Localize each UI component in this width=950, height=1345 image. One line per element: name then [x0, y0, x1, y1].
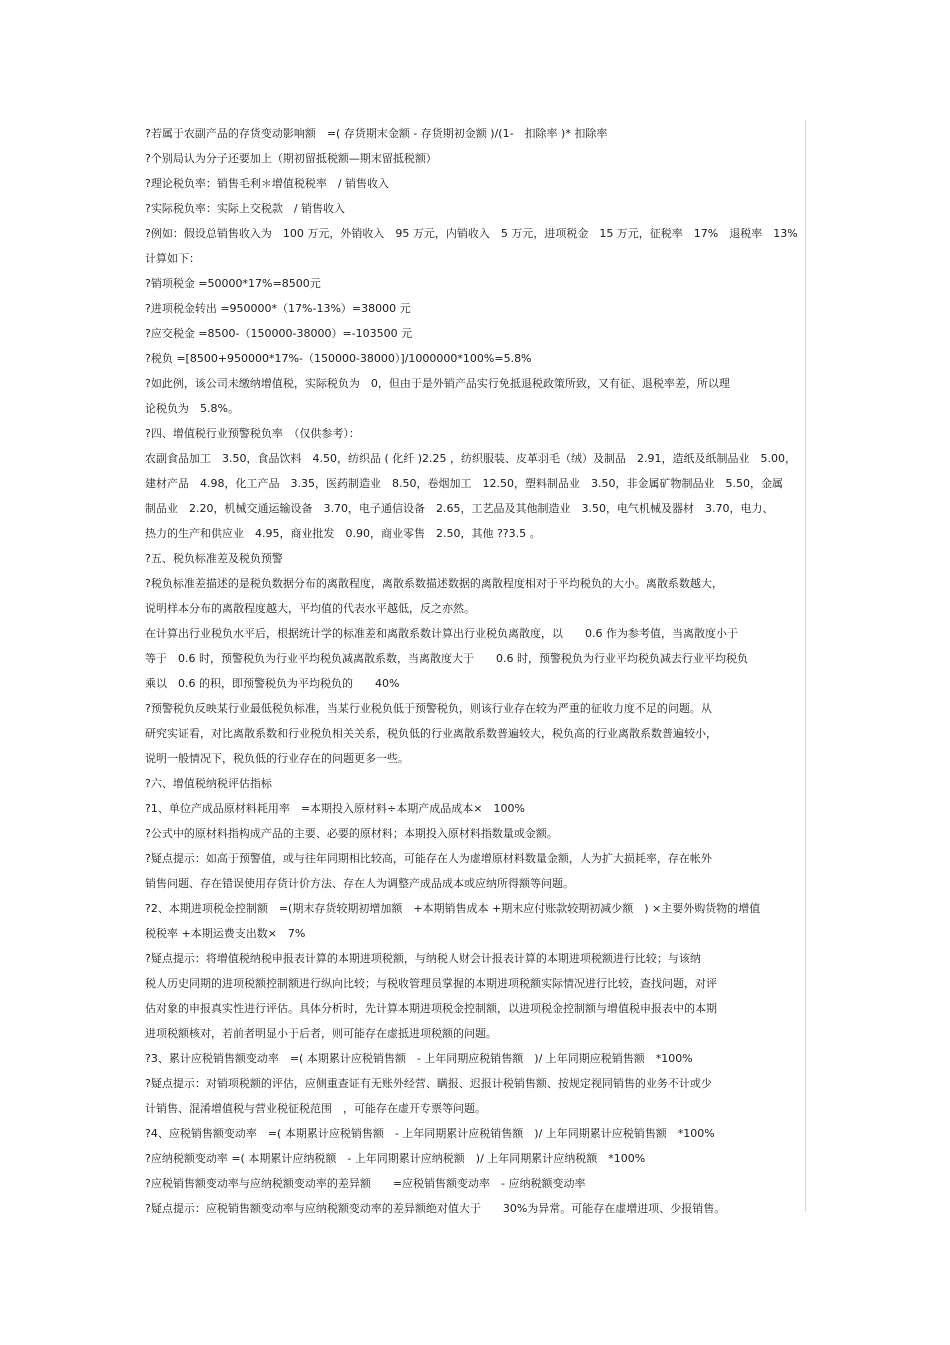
- document-body: [145, 121, 809, 1221]
- text-line: ?六、增值税纳税评估指标: [145, 777, 272, 790]
- text-line: ?税负标准差描述的是税负数据分布的离散程度，离散系数描述数据的离散程度相对于平均税负的大小。离散系数越大，: [145, 577, 723, 590]
- text-line: ?应交税金 =8500-（150000-38000）=-103500 元: [145, 327, 413, 340]
- text-line: 研究实证看，对比离散系数和行业税负相关关系，税负低的行业离散系数普遍较大，税负高的行业离散系数普遍较小，: [145, 727, 717, 740]
- text-line: ?理论税负率：销售毛利＊增值税税率 / 销售收入: [145, 177, 390, 190]
- text-line: ?疑点提示：如高于预警值，或与往年同期相比较高，可能存在人为虚增原材料数量金额，人为扩大损耗率，存在帐外: [145, 852, 712, 865]
- text-line: 销售问题、存在错误使用存货计价方法、存在人为调整产成品成本或应纳所得额等问题。: [145, 877, 574, 890]
- text-line: ?疑点提示：对销项税额的评估，应侧重查证有无账外经营、瞒报、迟报计税销售额、按规定视同销售的业务不计或少: [145, 1077, 712, 1090]
- text-line: ?2、本期进项税金控制额 =(期末存货较期初增加额 +本期销售成本 +期末应付账款较期初减少额 ) ×主要外购货物的增值: [145, 902, 761, 915]
- text-line: 说明一般情况下，税负低的行业存在的问题更多一些。: [145, 752, 409, 765]
- text-line: ?若属于农副产品的存货变动影响额 =( 存货期末金额 - 存货期初金额 )/(1- 扣除率 )* 扣除率: [145, 127, 608, 140]
- text-line: ?疑点提示：将增值税纳税申报表计算的本期进项税额，与纳税人财会计报表计算的本期进项税额进行比较；与该纳: [145, 952, 701, 965]
- text-line: ?税负 =[8500+950000*17%-（150000-38000）]/1000000*100%=5.8%: [145, 352, 532, 365]
- text-line: 热力的生产和供应业 4.95，商业批发 0.90，商业零售 2.50，其他 ??3.5 。: [145, 527, 541, 540]
- text-line: ?例如：假设总销售收入为 100 万元，外销收入 95 万元，内销收入 5 万元，进项税金 15 万元，征税率 17% 退税率 13%: [145, 227, 798, 240]
- text-line: 进项税额核对，若前者明显小于后者，则可能存在虚抵进项税额的问题。: [145, 1027, 497, 1040]
- text-line: ?疑点提示：应税销售额变动率与应纳税额变动率的差异额绝对值大于 30%为异常。可能存在虚增进项、少报销售。: [145, 1202, 726, 1215]
- text-line: ?4、应税销售额变动率 =( 本期累计应税销售额 - 上年同期累计应税销售额 )/ 上年同期累计应税销售额 *100%: [145, 1127, 715, 1140]
- text-line: 估对象的申报真实性进行评估。具体分析时，先计算本期进项税金控制额，以进项税金控制额与增值税申报表中的本期: [145, 1002, 717, 1015]
- text-line: ?个别局认为分子还要加上（期初留抵税额—期末留抵税额）: [145, 152, 437, 165]
- text-line: 制品业 2.20，机械交通运输设备 3.70，电子通信设备 2.65，工艺品及其他制造业 3.50，电气机械及器材 3.70，电力、: [145, 502, 774, 515]
- text-line: ?销项税金 =50000*17%=8500元: [145, 277, 321, 290]
- text-line: 论税负为 5.8%。: [145, 402, 239, 415]
- text-line: 等于 0.6 时，预警税负为行业平均税负减离散系数，当离散度大于 0.6 时，预警税负为行业平均税负减去行业平均税负: [145, 652, 748, 665]
- text-line: ?预警税负反映某行业最低税负标准，当某行业税负低于预警税负，则该行业存在较为严重的征收力度不足的问题。从: [145, 702, 712, 715]
- text-line: ?公式中的原材料指构成产品的主要、必要的原材料；本期投入原材料指数量或金额。: [145, 827, 558, 840]
- text-line: 税税率 +本期运费支出数× 7%: [145, 927, 306, 940]
- text-line: ?五、税负标准差及税负预警: [145, 552, 283, 565]
- text-line: ?进项税金转出 =950000*（17%-13%）=38000 元: [145, 302, 411, 315]
- text-line: 税人历史同期的进项税额控制额进行纵向比较；与税收管理员掌握的本期进项税额实际情况进行比较，查找问题，对评: [145, 977, 717, 990]
- text-line: 乘以 0.6 的积，即预警税负为平均税负的 40%: [145, 677, 400, 690]
- text-line: ?应税销售额变动率与应纳税额变动率的差异额 =应税销售额变动率 - 应纳税额变动率: [145, 1177, 586, 1190]
- text-line: ?1、单位产成品原材料耗用率 =本期投入原材料÷本期产成品成本× 100%: [145, 802, 525, 815]
- text-line: ?如此例，该公司未缴纳增值税，实际税负为 0，但由于是外销产品实行免抵退税政策所致，又有征、退税率差，所以理: [145, 377, 730, 390]
- text-line: 计算如下：: [145, 252, 200, 265]
- text-line: 建材产品 4.98，化工产品 3.35，医药制造业 8.50，卷烟加工 12.50，塑料制品业 3.50，非金属矿物制品业 5.50，金属: [145, 477, 783, 490]
- text-line: 计销售、混淆增值税与营业税征税范围 ，可能存在虚开专票等问题。: [145, 1102, 486, 1115]
- text-line: ?应纳税额变动率 =( 本期累计应纳税额 - 上年同期累计应纳税额 )/ 上年同期累计应纳税额 *100%: [145, 1152, 646, 1165]
- text-line: ?3、累计应税销售额变动率 =( 本期累计应税销售额 - 上年同期应税销售额 )/ 上年同期应税销售额 *100%: [145, 1052, 693, 1065]
- text-line: 农副食品加工 3.50，食品饮料 4.50，纺织品 ( 化纤 )2.25 ，纺织服装、皮革羽毛（绒）及制品 2.91，造纸及纸制品业 5.00，: [145, 452, 797, 465]
- text-line: 在计算出行业税负水平后，根据统计学的标准差和离散系数计算出行业税负离散度，以 0.6 作为参考值，当离散度小于: [145, 627, 738, 640]
- text-line: ?四、增值税行业预警税负率 （仅供参考）：: [145, 427, 360, 440]
- text-line: 说明样本分布的离散程度越大，平均值的代表水平越低，反之亦然。: [145, 602, 475, 615]
- text-line: ?实际税负率：实际上交税款 / 销售收入: [145, 202, 346, 215]
